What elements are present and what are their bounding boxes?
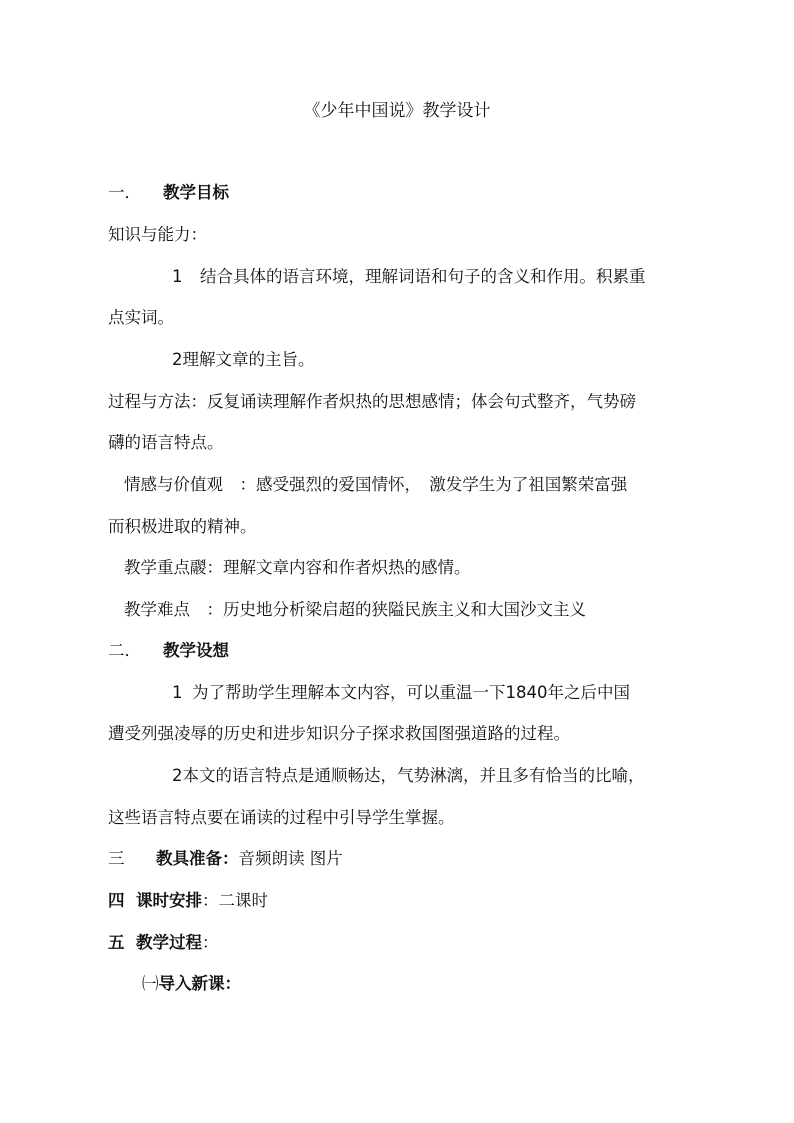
section-2-heading	[108, 640, 229, 662]
document-title: 《少年中国说》教学设计	[303, 101, 491, 121]
idea-1-line-b: 遭受列强凌辱的历史和进步知识分子探求救国图强道路的过程。	[108, 724, 570, 743]
difficulty-label: 教学难点	[124, 600, 190, 619]
section-3-number: 三	[108, 849, 125, 868]
subsection-1-title: 导入新课：	[158, 974, 241, 993]
key-point-line: 教学重点鬷：理解文章内容和作者炽热的感情。	[124, 558, 471, 577]
difficulty-text: ：历史地分析梁启超的狭隘民族主义和大国沙文主义	[206, 600, 586, 619]
idea-1-number: 1	[172, 683, 183, 702]
section-1-number: 一．	[108, 183, 141, 202]
section-4-number: 四	[108, 891, 125, 910]
section-5-line	[108, 932, 219, 954]
goal-2-line: 2理解文章的主旨。	[172, 350, 315, 369]
section-4-text: ：二课时	[202, 891, 268, 910]
goal-1-number: 1	[172, 267, 183, 286]
goal-1-line-a	[172, 266, 646, 288]
section-1-title: 教学目标	[163, 183, 229, 202]
emotion-text: ：感受强烈的爱国情怀， 激发学生为了祖国繁荣富强	[239, 475, 628, 494]
section-5-text: ：	[202, 933, 219, 952]
emotion-label: 情感与价值观	[124, 475, 223, 494]
idea-2-line-a: 2本文的语言特点是通顺畅达，气势淋漓，并且多有恰当的比喻，	[172, 766, 645, 785]
goal-1-line-b: 点实词。	[108, 308, 174, 327]
knowledge-label: 知识与能力：	[108, 225, 207, 244]
difficulty-line	[124, 599, 586, 621]
section-2-number: 二．	[108, 641, 141, 660]
idea-1-line-a	[172, 682, 630, 704]
idea-1-text: 为了帮助学生理解本文内容，可以重温一下1840年之后中国	[192, 683, 630, 702]
process-line-a: 过程与方法：反复诵读理解作者炽热的思想感情；体会句式整齐，气势磅	[108, 392, 636, 411]
section-3-title: 教具准备：	[156, 849, 239, 868]
subsection-1-number: ㈠	[142, 974, 159, 993]
emotion-line-a	[124, 474, 627, 496]
goal-1-text: 结合具体的语言环境，理解词语和句子的含义和作用。积累重	[200, 267, 646, 286]
section-5-number: 五	[108, 933, 125, 952]
idea-2-line-b: 这些语言特点要在诵读的过程中引导学生掌握。	[108, 808, 455, 827]
section-4-line	[108, 890, 268, 912]
emotion-line-b: 而积极进取的精神。	[108, 517, 257, 536]
section-2-title: 教学设想	[163, 641, 229, 660]
section-1-heading	[108, 182, 229, 204]
section-3-line	[108, 848, 343, 870]
process-line-b: 礴的语言特点。	[108, 433, 224, 452]
section-3-text: 音频朗读 图片	[238, 849, 343, 868]
section-5-title: 教学过程	[136, 933, 202, 952]
subsection-1-line	[142, 973, 241, 995]
section-4-title: 课时安排	[136, 891, 202, 910]
